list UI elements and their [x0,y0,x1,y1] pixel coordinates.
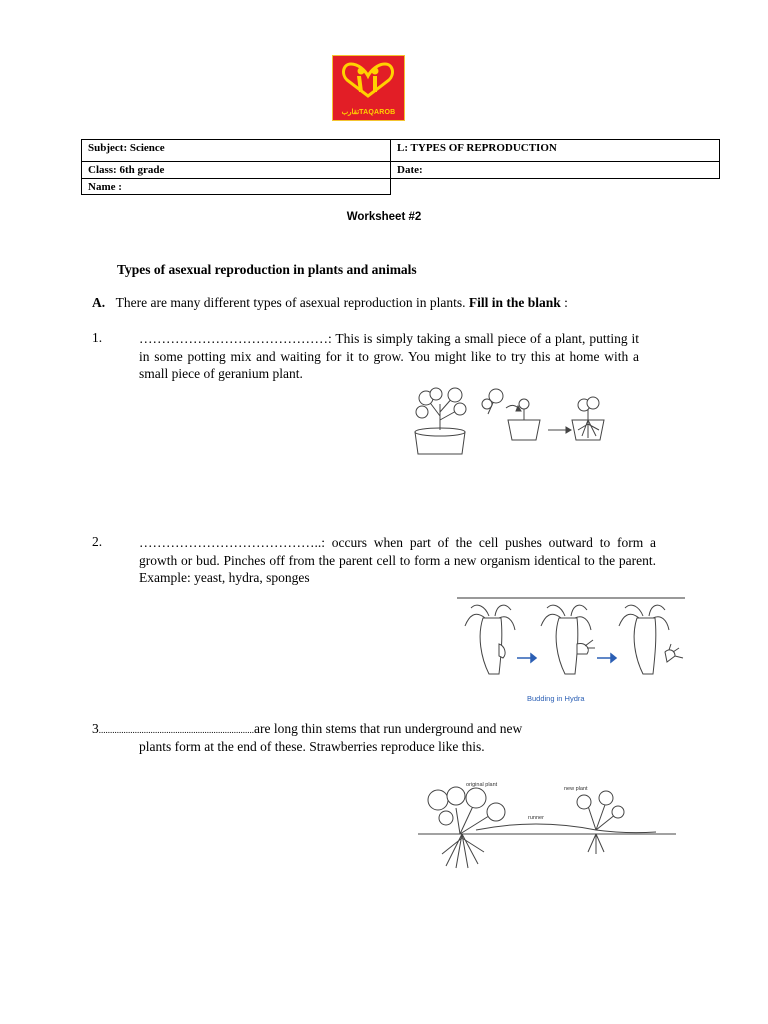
label-new-plant: new plant [564,786,588,792]
logo-figures-icon [333,56,404,106]
strawberry-runner-figure [416,778,678,870]
item-3-body: are long thin stems that run underground and new [254,721,523,736]
date-label: Date: [397,164,423,176]
item-3-line-1 [92,720,672,740]
date-cell[interactable] [390,161,720,179]
name-cell[interactable] [81,178,391,195]
hydra-budding-figure [455,596,687,680]
subject-cell [81,139,391,162]
school-logo [332,55,405,121]
hydra-caption: Budding in Hydra [527,694,585,703]
part-a-tail: : [560,295,568,310]
label-runner: runner [528,815,544,821]
item-2-body: occurs when part of the cell pushes outward to form a growth or bud. Pinches off from the parent cell to form a new organism identical to the parent. Example: yeast, hydra, sponges [139,535,656,585]
logo-brand-text: TAQAROB [359,109,396,116]
item-2-number: 2. [92,534,103,549]
label-original-plant: original plant [466,782,498,788]
part-a-text: There are many different types of asexual reproduction in plants. [115,295,466,310]
item-3-blank[interactable]: ..................................................................... [98,725,254,735]
item-1-text [139,330,639,383]
class-cell [81,161,391,179]
lesson-label: L: TYPES OF REPRODUCTION [397,142,557,154]
item-1-body: This is simply taking a small piece of a plant, putting it in some potting mix and waiting for it to grow. You might like to try this at home with a small piece of geranium plant. [139,331,639,381]
item-2-blank[interactable]: …………………………………..: [139,535,326,550]
part-a-label: A. [92,295,106,310]
name-label: Name : [88,181,122,193]
cutting-figure [410,386,615,456]
item-3-line-2: plants form at the end of these. Strawberries reproduce like this. [139,739,485,754]
item-2-text [139,534,656,587]
logo-arabic-text: تقارب [341,109,360,116]
section-heading: Types of asexual reproduction in plants and animals [117,262,417,277]
item-1-blank[interactable]: ……………………………………: [139,331,332,346]
part-a-bold: Fill in the blank [468,295,561,310]
item-1-number: 1. [92,330,103,345]
class-label: Class: 6th grade [88,164,165,176]
lesson-cell [390,139,720,162]
subject-label: Subject: Science [88,142,165,154]
worksheet-title: Worksheet #2 [346,211,422,223]
part-a-instruction [92,294,692,312]
item-3-number: 3 [92,721,99,736]
